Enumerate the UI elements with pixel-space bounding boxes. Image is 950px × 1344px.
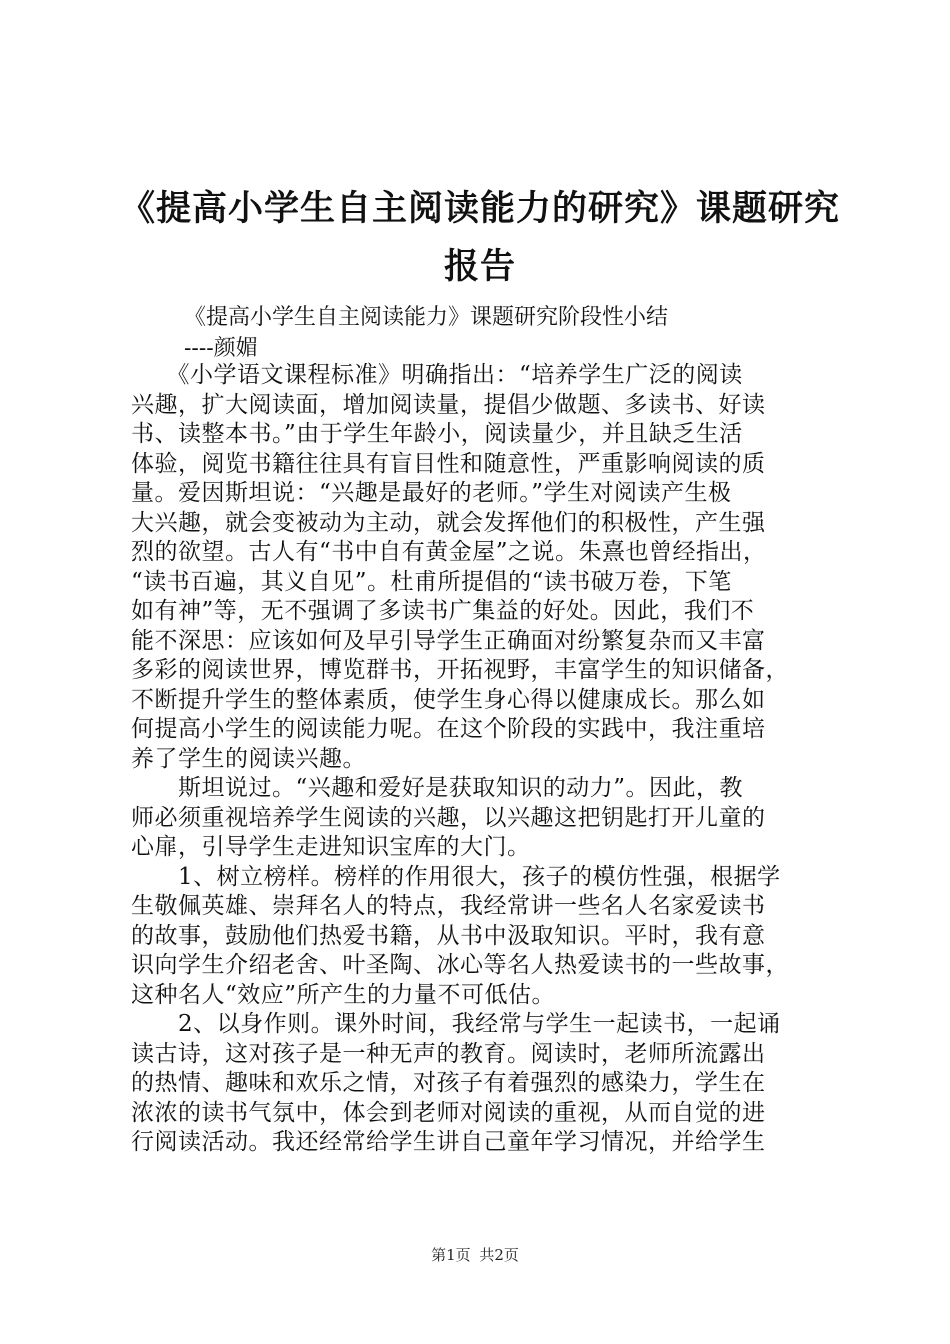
page-number: 第1页 — [431, 1246, 471, 1264]
paragraph-line: 多彩的阅读世界，博览群书，开拓视野，丰富学生的知识储备， — [131, 657, 789, 683]
paragraph-line: 的故事，鼓励他们热爱书籍，从书中汲取知识。平时，我有意 — [131, 922, 766, 949]
paragraph-line: 浓浓的读书气氛中，体会到老师对阅读的重视，从而自觉的进 — [131, 1099, 766, 1126]
paragraph-line: 烈的欲望。古人有“书中自有黄金屋”之说。朱熹也曾经指出， — [131, 539, 767, 565]
page-footer — [0, 1244, 950, 1265]
paragraph-line: 1、树立榜样。榜样的作用很大，孩子的模仿性强，根据学 — [131, 863, 781, 890]
paragraph-line: 心扉，引导学生走进知识宝库的大门。 — [131, 834, 531, 860]
paragraph-line: 何提高小学生的阅读能力呢。在这个阶段的实践中，我注重培 — [131, 716, 766, 742]
body-paragraph — [131, 361, 831, 774]
paragraph-line: 行阅读活动。我还经常给学生讲自己童年学习情况，并给学生 — [131, 1129, 766, 1155]
paragraph-line: 量。爱因斯坦说：“兴趣是最好的老师。”学生对阅读产生极 — [131, 480, 732, 506]
paragraph-line: 师必须重视培养学生阅读的兴趣，以兴趣这把钥匙打开儿童的 — [131, 804, 766, 831]
paragraph-line: 读古诗，这对孩子是一种无声的教育。阅读时，老师所流露出 — [131, 1040, 766, 1067]
paragraph-line: 不断提升学生的整体素质，使学生身心得以健康成长。那么如 — [131, 686, 766, 713]
paragraph-line: 能不深思：应该如何及早引导学生正确面对纷繁复杂而又丰富 — [131, 627, 766, 654]
paragraph-line: 这种名人“效应”所产生的力量不可低估。 — [131, 981, 556, 1008]
document-author: ----颜媚 — [184, 336, 258, 361]
document-body — [131, 361, 831, 1158]
paragraph-line: 斯坦说过。“兴趣和爱好是获取知识的动力”。因此，教 — [131, 775, 744, 801]
paragraph-line: 体验，阅览书籍往往具有盲目性和随意性，严重影响阅读的质 — [131, 450, 766, 477]
document-subtitle: 《提高小学生自主阅读能力》课题研究阶段性小结 — [184, 305, 669, 330]
paragraph-line: 书、读整本书。”由于学生年龄小，阅读量少，并且缺乏生活 — [131, 421, 743, 447]
paragraph-line: “读书百遍，其义自见”。杜甫所提倡的“读书破万卷，下笔 — [131, 568, 732, 595]
document-title-line-1: 《提高小学生自主阅读能力的研究》课题研究 — [119, 189, 840, 229]
document-title-line-2: 报告 — [443, 247, 516, 287]
paragraph-line: 《小学语文课程标准》明确指出：“培养学生广泛的阅读 — [131, 362, 743, 388]
paragraph-line: 的热情、趣味和欢乐之情，对孩子有着强烈的感染力，学生在 — [131, 1070, 766, 1096]
paragraph-line: 生敬佩英雄、崇拜名人的特点，我经常讲一些名人名家爱读书 — [131, 893, 766, 919]
body-paragraph — [131, 1010, 831, 1158]
paragraph-line: 如有神”等，无不强调了多读书广集益的好处。因此，我们不 — [131, 598, 755, 624]
paragraph-line: 兴趣，扩大阅读面，增加阅读量，提倡少做题、多读书、好读 — [131, 391, 766, 418]
paragraph-line: 养了学生的阅读兴趣。 — [131, 745, 366, 772]
body-paragraph — [131, 863, 831, 1011]
paragraph-line: 识向学生介绍老舍、叶圣陶、冰心等名人热爱读书的一些故事， — [131, 952, 789, 978]
body-paragraph — [131, 774, 831, 863]
paragraph-line: 大兴趣，就会变被动为主动，就会发挥他们的积极性，产生强 — [131, 509, 766, 536]
paragraph-line: 2、以身作则。课外时间，我经常与学生一起读书，一起诵 — [131, 1011, 781, 1037]
page-total: 共2页 — [479, 1246, 519, 1264]
